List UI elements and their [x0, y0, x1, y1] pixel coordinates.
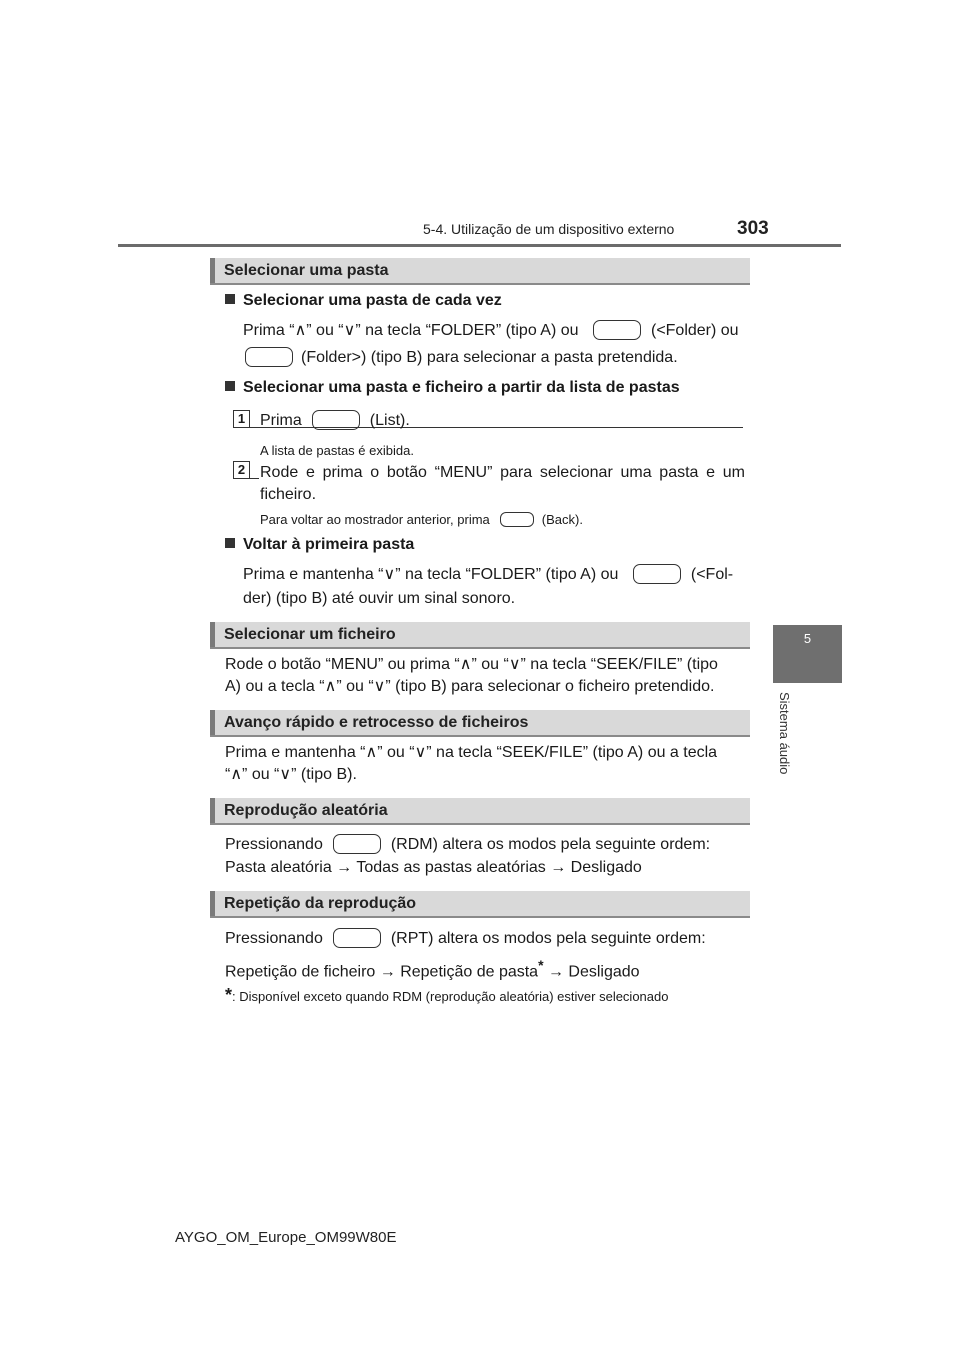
document-code: AYGO_OM_Europe_OM99W80E	[175, 1229, 397, 1246]
button-symbol-icon	[312, 410, 360, 430]
step-number-1: 1	[233, 410, 250, 428]
button-symbol-icon	[333, 928, 381, 948]
step-1-note: A lista de pastas é exibida.	[260, 443, 414, 458]
section-title: Repetição da reprodução	[224, 895, 417, 912]
section-heading-repeat	[210, 891, 750, 918]
step-1-text: Prima (List).	[260, 412, 410, 429]
paragraph-line: der) (tipo B) até ouvir um sinal sonoro.	[243, 590, 516, 607]
section-title: Reprodução aleatória	[224, 802, 388, 819]
paragraph-line: Prima e mantenha “∨” na tecla “FOLDER” (tipo A) ou (<Fol-	[243, 566, 734, 583]
page-number: 303	[737, 218, 769, 239]
subheading-first-folder: Voltar à primeira pasta	[225, 534, 414, 556]
paragraph-line: (Folder>) (tipo B) para selecionar a pasta pretendida.	[243, 347, 678, 369]
header-rule	[118, 244, 841, 247]
paragraph-line: A) ou a tecla “∧” ou “∨” (tipo B) para selecionar o ficheiro pretendido.	[225, 678, 715, 695]
subheading-folder-one: Selecionar uma pasta de cada vez	[225, 290, 502, 312]
paragraph-line: Pressionando (RDM) altera os modos pela seguinte ordem:	[225, 836, 711, 853]
square-bullet-icon	[225, 294, 235, 304]
section-heading-random	[210, 798, 750, 825]
section-heading-file	[210, 622, 750, 649]
section-heading-fast-forward	[210, 710, 750, 737]
running-header-section: 5-4. Utilização de um dispositivo externo	[423, 221, 675, 237]
button-symbol-icon	[593, 320, 641, 340]
section-title: Avanço rápido e retrocesso de ficheiros	[224, 714, 529, 731]
paragraph-line: Prima e mantenha “∧” ou “∨” na tecla “SEEK/FILE” (tipo A) ou a tecla	[225, 744, 718, 761]
section-title: Selecionar uma pasta	[224, 262, 389, 279]
button-symbol-icon	[245, 347, 293, 367]
paragraph-line: “∧” ou “∨” (tipo B).	[225, 766, 357, 783]
paragraph-line: Repetição de ficheiro → Repetição de pasta* → Desligado	[225, 957, 640, 981]
step-2-note: Para voltar ao mostrador anterior, prima (Back).	[260, 512, 583, 527]
button-symbol-icon	[500, 512, 534, 527]
step-number-2: 2	[233, 461, 250, 479]
section-heading-folder	[210, 258, 750, 285]
chapter-number: 5	[803, 631, 812, 646]
square-bullet-icon	[225, 381, 235, 391]
paragraph-line: Pressionando (RPT) altera os modos pela seguinte ordem:	[225, 930, 706, 947]
paragraph-line: Pasta aleatória → Todas as pastas aleatórias → Desligado	[225, 859, 642, 876]
paragraph-line: Prima “∧” ou “∨” na tecla “FOLDER” (tipo A) ou (<Folder) ou	[243, 322, 739, 339]
button-symbol-icon	[333, 834, 381, 854]
chapter-label: Sistema áudio	[777, 692, 792, 775]
square-bullet-icon	[225, 538, 235, 548]
section-title: Selecionar um ficheiro	[224, 626, 396, 643]
subheading-folder-list: Selecionar uma pasta e ficheiro a partir da lista de pastas	[225, 377, 680, 399]
step-2-text: Rode e prima o botão “MENU” para selecionar uma pasta e um ficheiro.	[260, 464, 745, 503]
step-rule	[249, 478, 259, 479]
chapter-tab	[773, 625, 842, 683]
paragraph-line: Rode o botão “MENU” ou prima “∧” ou “∨” na tecla “SEEK/FILE” (tipo	[225, 656, 718, 673]
footnote: *: Disponível exceto quando RDM (reprodução aleatória) estiver selecionado	[225, 985, 669, 1005]
button-symbol-icon	[633, 564, 681, 584]
